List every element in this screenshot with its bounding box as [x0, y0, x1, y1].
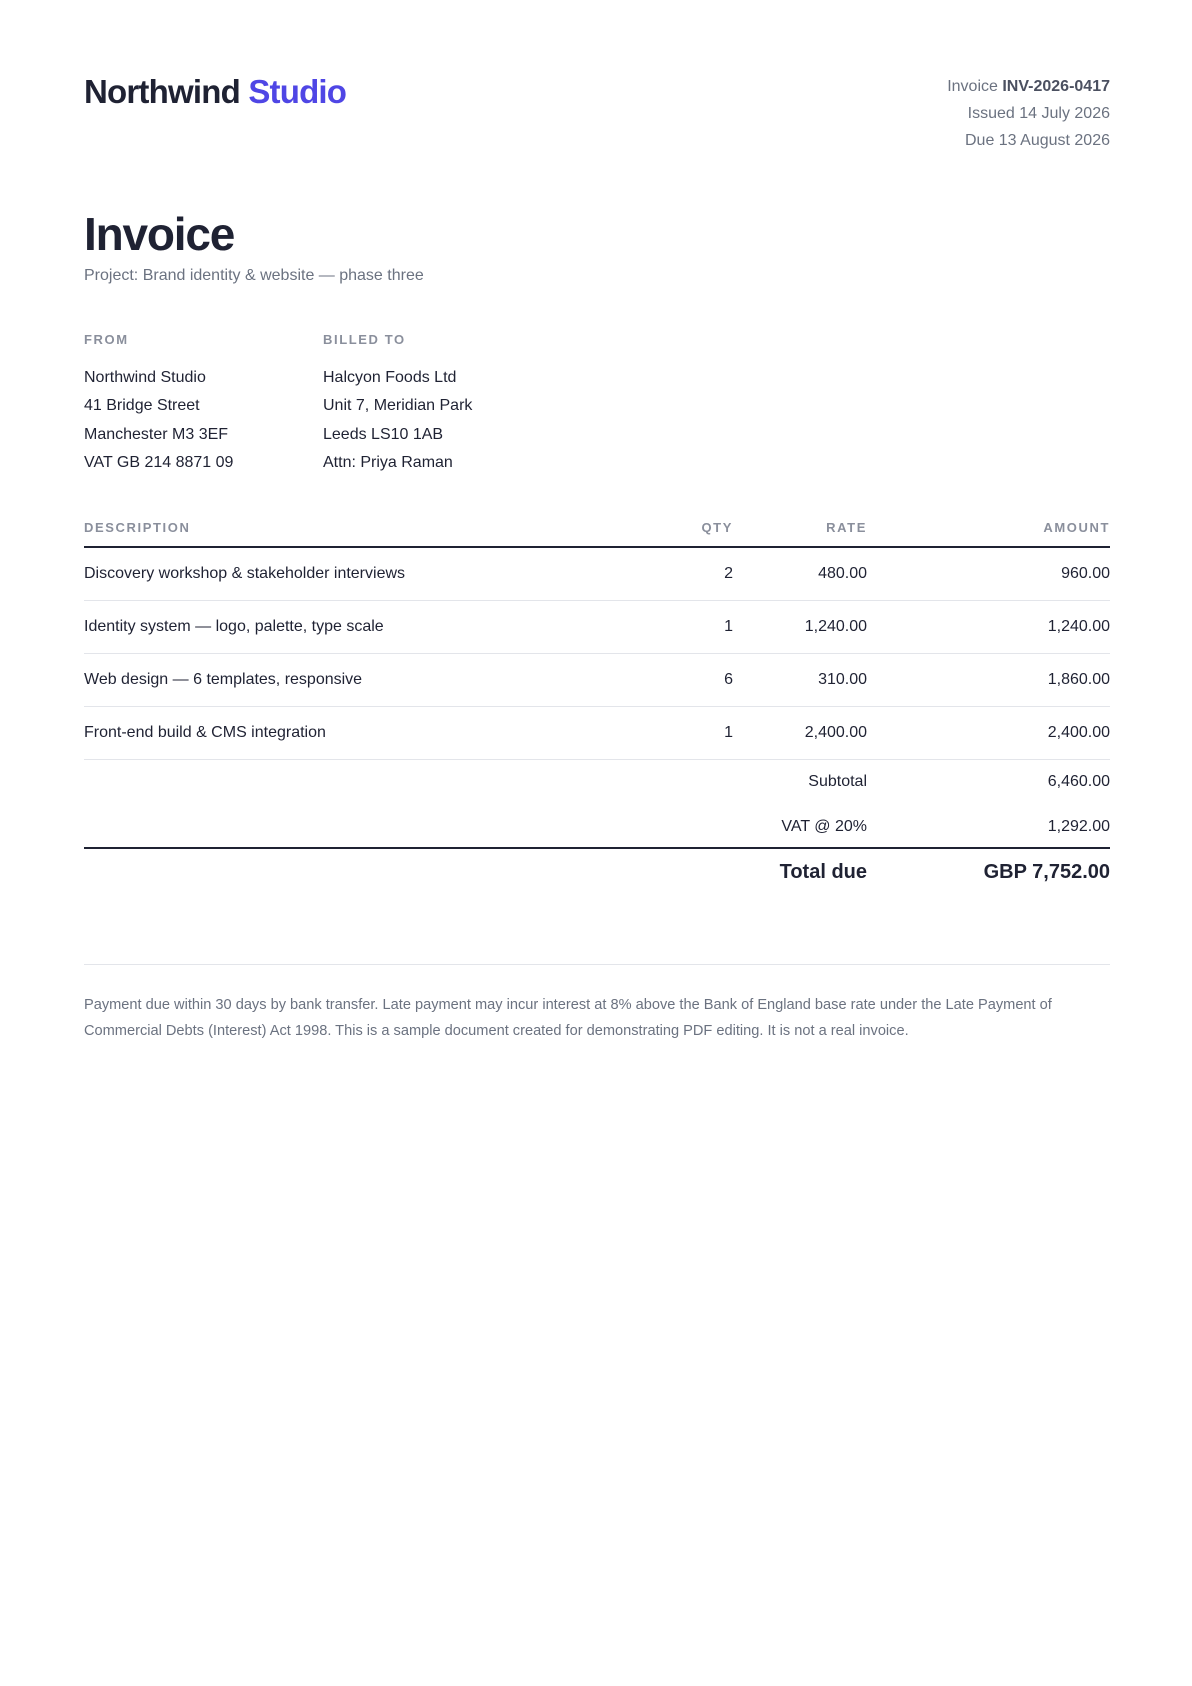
invoice-page — [84, 0, 1110, 1686]
cell-rate: 2,400.00 — [804, 724, 867, 741]
invoice-number-label: Invoice — [947, 78, 998, 95]
from-line: 41 Bridge Street — [84, 397, 200, 415]
brand-name-accent: Studio — [248, 73, 347, 110]
from-block — [84, 330, 233, 477]
brand-logo — [84, 72, 346, 112]
cell-description: Identity system — logo, palette, type scale — [84, 618, 384, 635]
cell-qty: 1 — [724, 618, 733, 635]
invoice-number-line — [947, 77, 1110, 104]
line-items-table — [84, 508, 1110, 760]
vat-row — [84, 802, 1110, 847]
cell-description: Discovery workshop & stakeholder interviews — [84, 565, 406, 582]
table-row — [84, 548, 1110, 601]
total-due-value: GBP 7,752.00 — [983, 861, 1110, 883]
table-row — [84, 654, 1110, 707]
billed-to-line: Leeds LS10 1AB — [323, 425, 444, 443]
billed-to-line: Unit 7, Meridian Park — [323, 397, 473, 415]
cell-amount: 1,860.00 — [1047, 671, 1110, 688]
billed-to-line: Halcyon Foods Ltd — [323, 369, 457, 386]
page-title: Invoice — [84, 208, 235, 260]
cell-rate: 1,240.00 — [804, 618, 867, 635]
issued-date: Issued 14 July 2026 — [967, 105, 1110, 122]
cell-amount: 1,240.00 — [1047, 618, 1110, 635]
due-date: Due 13 August 2026 — [964, 132, 1110, 149]
footer-divider — [84, 964, 1110, 965]
from-line: Manchester M3 3EF — [84, 425, 229, 443]
table-row — [84, 707, 1110, 760]
cell-amount: 2,400.00 — [1047, 724, 1110, 741]
header-qty: QTY — [701, 520, 733, 535]
total-due-row — [84, 849, 1110, 905]
cell-description: Web design — 6 templates, responsive — [84, 671, 363, 688]
project-subtitle: Project: Brand identity & website — phase three — [84, 267, 424, 284]
header-description: DESCRIPTION — [84, 520, 191, 535]
header-amount: AMOUNT — [1043, 520, 1110, 535]
table-header — [84, 508, 1110, 548]
subtotal-value: 6,460.00 — [1047, 773, 1110, 790]
subtotal-row — [84, 757, 1110, 802]
invoice-meta — [947, 77, 1110, 158]
cell-qty: 1 — [724, 724, 733, 741]
cell-description: Front-end build & CMS integration — [84, 724, 326, 741]
from-line: Northwind Studio — [84, 369, 206, 386]
invoice-number: INV-2026-0417 — [1002, 78, 1110, 95]
from-line: VAT GB 214 8871 09 — [84, 453, 234, 471]
subtotal-label: Subtotal — [808, 773, 867, 790]
total-due-label: Total due — [779, 861, 867, 883]
billed-to-label: BILLED TO — [323, 332, 406, 347]
cell-rate: 480.00 — [818, 565, 867, 582]
cell-qty: 2 — [724, 565, 733, 582]
billed-to-block — [323, 330, 472, 477]
brand-name-primary: Northwind — [84, 73, 240, 110]
table-row — [84, 601, 1110, 654]
payment-terms-note: Payment due within 30 days by bank transfer. Late payment may incur interest at 8% above the Bank of England base rate under the Late Payment of Commercial Debts (Interest) Act 1998. This is a sample document created for demonstrating PDF editing. It is not a real invoice. — [84, 997, 1052, 1039]
cell-qty: 6 — [724, 671, 733, 688]
vat-label: VAT @ 20% — [781, 818, 867, 835]
totals-block — [84, 757, 1110, 905]
cell-amount: 960.00 — [1061, 565, 1110, 582]
cell-rate: 310.00 — [818, 671, 867, 688]
header-rate: RATE — [826, 520, 867, 535]
from-label: FROM — [84, 332, 129, 347]
billed-to-line: Attn: Priya Raman — [323, 453, 453, 471]
vat-value: 1,292.00 — [1047, 818, 1110, 835]
